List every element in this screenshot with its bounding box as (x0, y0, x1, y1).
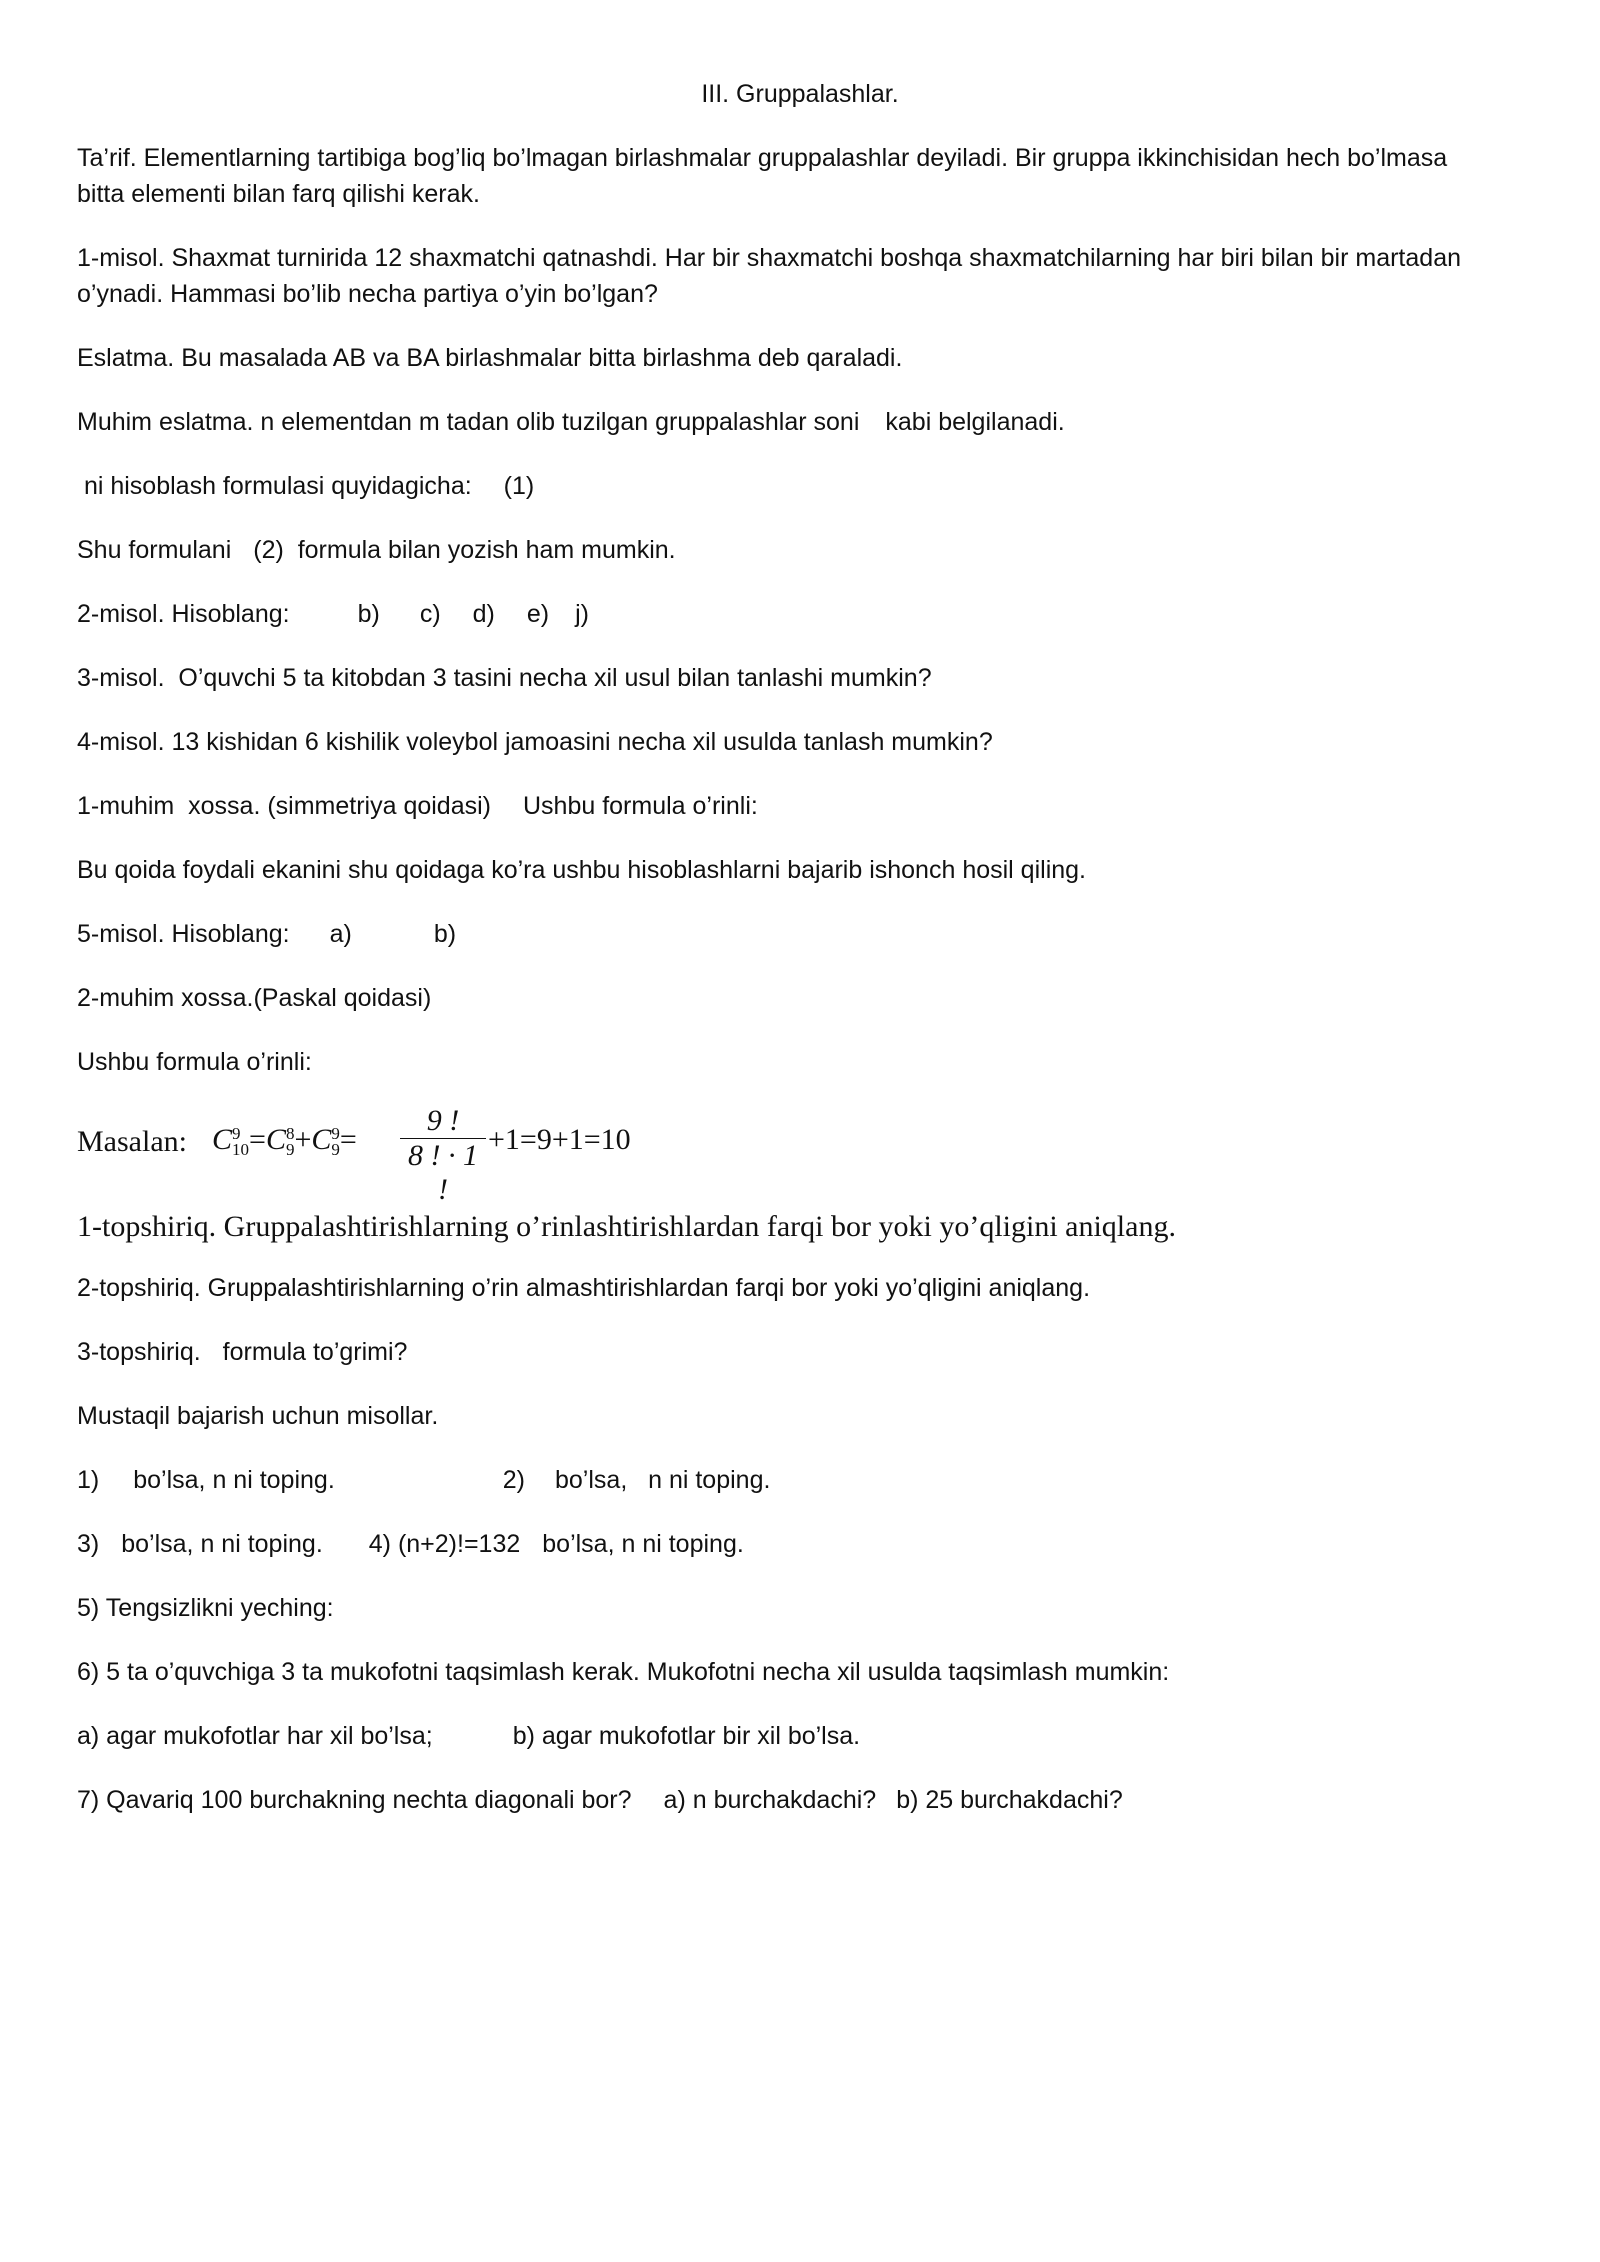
example-3: 3-misol. O’quvchi 5 ta kitobdan 3 tasini necha xil usul bilan tanlashi mumkin? (77, 664, 932, 692)
property-1-tail: Ushbu formula o’rinli: (523, 792, 758, 820)
exercise-3-text: bo’lsa, n ni toping. (121, 1530, 323, 1558)
c-symbol-2: C (265, 1123, 286, 1156)
exercise-3-number: 3) (77, 1530, 100, 1558)
rule-paragraph: Bu qoida foydali ekanini shu qoidaga ko’ra ushbu hisoblashlarni bajarib ishonch hosil qiling. (77, 856, 1086, 884)
exercise-6: 6) 5 ta o’quvchiga 3 ta mukofotni taqsimlash kerak. Mukofotni necha xil usulda taqsimlash mumkin: (77, 1658, 1170, 1686)
exercise-6a: a) agar mukofotlar har xil bo’lsa; (77, 1722, 433, 1750)
pascal-formula: C 9 10 =C 8 9 +C 9 9 = (212, 1123, 357, 1160)
exercise-1-number: 1) (77, 1466, 100, 1494)
important-note-tail: kabi belgilanadi. (885, 408, 1065, 436)
exercise-3-4 (77, 1526, 744, 1562)
exercise-1-text: bo’lsa, n ni toping. (133, 1466, 335, 1494)
example-label: Masalan: (77, 1125, 187, 1158)
property-1 (77, 788, 758, 824)
exercise-1-2 (77, 1462, 770, 1498)
example-5-a: a) (329, 920, 352, 948)
example-2-e: e) (526, 600, 550, 628)
exercise-2-text: bo’lsa, n ni toping. (555, 1466, 771, 1494)
sub-1: 10 (232, 1140, 250, 1160)
example-5-b: b) (433, 920, 457, 948)
exercise-4-text: bo’lsa, n ni toping. (542, 1530, 744, 1558)
formula-1-number: (1) (503, 472, 535, 500)
formula-2-line (77, 532, 676, 568)
note: Eslatma. Bu masalada AB va BA birlashmalar bitta birlashma deb qaraladi. (77, 344, 903, 372)
fraction-denominator: 8 ! · 1 ! (408, 1139, 478, 1206)
formula-tail: +1=9+1=10 (488, 1123, 631, 1156)
example-2 (77, 596, 589, 632)
example-2-label: 2-misol. Hisoblang: (77, 600, 290, 628)
example-1: 1-misol. Shaxmat turnirida 12 shaxmatchi qatnashdi. Har bir shaxmatchi boshqa shaxmatchilarning har biri bilan bir martadan o’ynadi. Hammasi bo’lib necha partiya o’yin bo’lgan? (77, 244, 1461, 308)
example-5 (77, 916, 456, 952)
task-2: 2-topshiriq. Gruppalashtirishlarning o’rin almashtirishlardan farqi bor yoki yo’qligini aniqlang. (77, 1274, 1091, 1302)
sup-3: 9 (331, 1124, 340, 1144)
formula-holds: Ushbu formula o’rinli: (77, 1048, 312, 1076)
exercise-6b: b) agar mukofotlar bir xil bo’lsa. (512, 1722, 861, 1750)
example-2-j: j) (575, 600, 590, 628)
formula-2-text: Shu formulani (77, 536, 232, 564)
formula-2-tail: (2) formula bilan yozish ham mumkin. (253, 536, 676, 564)
exercise-6-parts (77, 1718, 860, 1754)
important-note (77, 404, 1065, 440)
exercise-7b: b) 25 burchakdachi? (896, 1786, 1123, 1814)
property-1-title: 1-muhim xossa. (simmetriya qoidasi) (77, 792, 491, 820)
exercise-2-number: 2) (502, 1466, 525, 1494)
exercise-5: 5) Tengsizlikni yeching: (77, 1594, 334, 1622)
page-title: III. Gruppalashlar. (701, 80, 899, 108)
sub-2: 9 (285, 1140, 295, 1160)
exercise-7-text: 7) Qavariq 100 burchakning nechta diagonali bor? (77, 1786, 632, 1814)
exercise-4-number: 4) (n+2)!=132 (368, 1530, 521, 1558)
example-2-c: c) (419, 600, 441, 628)
task-1: 1-topshiriq. Gruppalashtirishlarning o’rinlashtirishlardan farqi bor yoki yo’qligini aniqlang. (77, 1210, 1176, 1243)
example-4: 4-misol. 13 kishidan 6 kishilik voleybol jamoasini necha xil usulda tanlash mumkin? (77, 728, 993, 756)
task-3-label: 3-topshiriq. (77, 1338, 201, 1366)
task-3 (77, 1334, 407, 1370)
sub-3: 9 (331, 1140, 340, 1160)
formula-1-text: ni hisoblash formulasi quyidagicha: (77, 472, 472, 500)
example-2-d: d) (472, 600, 495, 628)
definition-paragraph: Ta’rif. Elementlarning tartibiga bog’liq bo’lmagan birlashmalar gruppalashlar deyiladi. Bir gruppa ikkinchisidan hech bo’lmasa bitta elementi bilan farq qilishi kerak. (77, 144, 1448, 208)
sup-1: 9 (232, 1124, 241, 1144)
task-3-text: formula to’grimi? (222, 1338, 408, 1366)
c-symbol: C (212, 1123, 233, 1156)
example-5-label: 5-misol. Hisoblang: (77, 920, 290, 948)
sup-2: 8 (285, 1124, 295, 1144)
exercise-7a: a) n burchakdachi? (663, 1786, 877, 1814)
formula-1-line (77, 468, 534, 504)
fraction-numerator: 9 ! (426, 1104, 460, 1137)
property-2: 2-muhim xossa.(Paskal qoidasi) (77, 984, 432, 1012)
fraction (400, 1104, 486, 1207)
c-symbol-3: C (311, 1123, 332, 1156)
important-note-text: Muhim eslatma. n elementdan m tadan olib tuzilgan gruppalashlar soni (77, 408, 860, 436)
example-2-b: b) (357, 600, 380, 628)
exercises-heading: Mustaqil bajarish uchun misollar. (77, 1402, 439, 1430)
exercise-7 (77, 1782, 1123, 1818)
